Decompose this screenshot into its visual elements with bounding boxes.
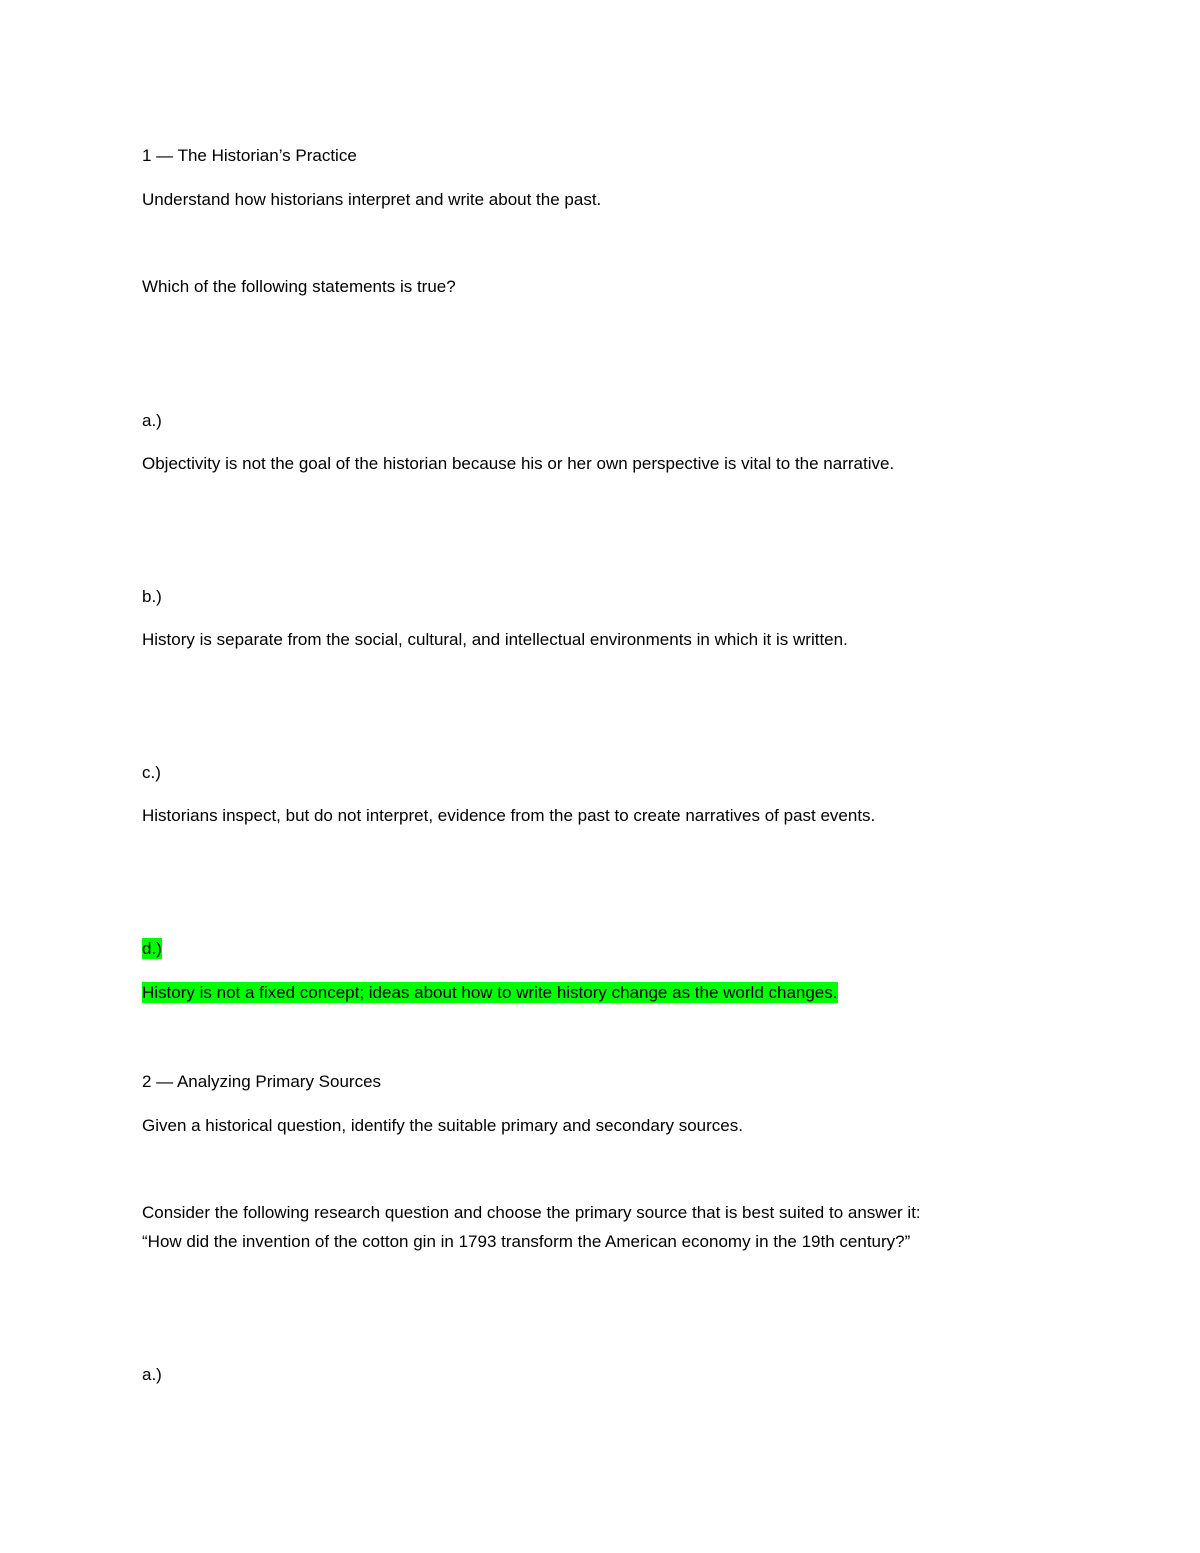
question-2-prompt-line-1: Consider the following research question and choose the primary source that is best suited to answer it: (142, 1203, 921, 1222)
choice-d-text: History is not a fixed concept; ideas about how to write history change as the world changes. (142, 983, 838, 1002)
question-2-objective: Given a historical question, identify the suitable primary and secondary sources. (142, 1116, 743, 1135)
question-2-prompt-line-2: “How did the invention of the cotton gin in 1793 transform the American economy in the 19th century?” (142, 1232, 911, 1251)
question-1-objective: Understand how historians interpret and write about the past. (142, 190, 602, 209)
choice-a-label: a.) (142, 411, 162, 430)
choice-a-text: Objectivity is not the goal of the historian because his or her own perspective is vital to the narrative. (142, 454, 895, 473)
choice-c-label: c.) (142, 763, 161, 782)
question-1-prompt: Which of the following statements is true? (142, 277, 456, 296)
choice-c-text: Historians inspect, but do not interpret, evidence from the past to create narratives of past events. (142, 806, 876, 825)
question-2-heading: 2 — Analyzing Primary Sources (142, 1072, 382, 1091)
choice-d-label-highlighted (142, 938, 162, 960)
question-1-heading: 1 — The Historian’s Practice (142, 146, 357, 165)
choice-b-label: b.) (142, 587, 162, 606)
question-2-choice-a-label: a.) (142, 1365, 162, 1384)
choice-d-text-highlighted (142, 982, 838, 1004)
choice-b-text: History is separate from the social, cultural, and intellectual environments in which it is written. (142, 630, 848, 649)
choice-d-label: d.) (142, 939, 162, 958)
